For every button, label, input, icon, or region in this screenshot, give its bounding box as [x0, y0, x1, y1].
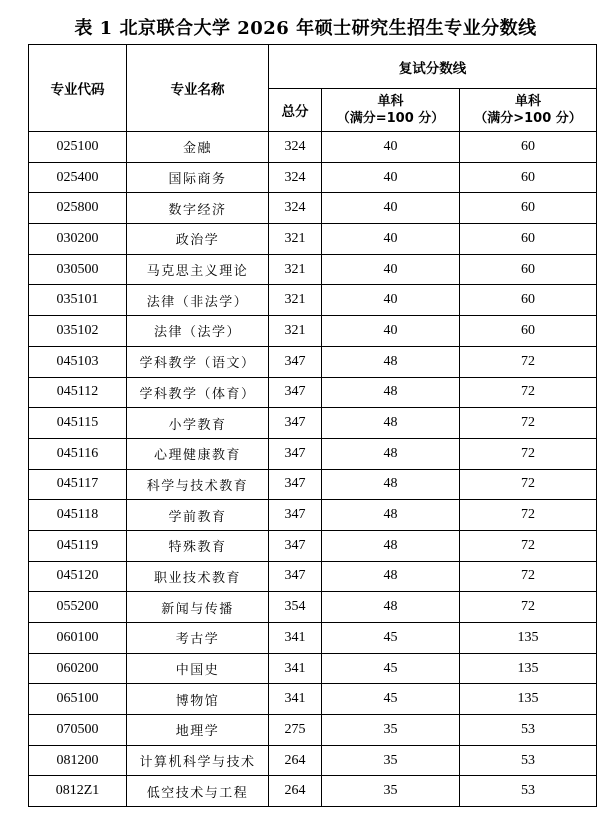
cell-code: 0812Z1: [29, 776, 127, 807]
cell-single-100: 48: [322, 530, 460, 561]
cell-single-100: 40: [322, 162, 460, 193]
cell-single-100: 45: [322, 684, 460, 715]
cell-code: 045119: [29, 530, 127, 561]
cell-single-over-100: 72: [460, 469, 597, 500]
cell-single-100: 48: [322, 469, 460, 500]
cell-code: 025100: [29, 132, 127, 163]
cell-total: 347: [269, 561, 322, 592]
cell-single-over-100: 135: [460, 623, 597, 654]
cell-name: 国际商务: [127, 162, 269, 193]
table-row: [29, 684, 597, 715]
cell-code: 045120: [29, 561, 127, 592]
table-body: [29, 132, 597, 807]
cell-single-100: 35: [322, 715, 460, 746]
cell-total: 341: [269, 684, 322, 715]
cell-code: 055200: [29, 592, 127, 623]
cell-single-over-100: 60: [460, 193, 597, 224]
cell-total: 275: [269, 715, 322, 746]
cell-code: 045103: [29, 346, 127, 377]
table-row: [29, 346, 597, 377]
cell-single-over-100: 72: [460, 561, 597, 592]
score-table: [28, 44, 597, 807]
cell-single-100: 35: [322, 745, 460, 776]
table-row: [29, 469, 597, 500]
cell-name: 政治学: [127, 224, 269, 255]
cell-total: 264: [269, 776, 322, 807]
table-row: [29, 285, 597, 316]
cell-single-over-100: 53: [460, 745, 597, 776]
cell-name: 马克思主义理论: [127, 254, 269, 285]
cell-code: 045115: [29, 408, 127, 439]
header-single-over-100: [460, 89, 597, 132]
cell-code: 030500: [29, 254, 127, 285]
cell-name: 特殊教育: [127, 530, 269, 561]
table-row: [29, 530, 597, 561]
table-row: [29, 653, 597, 684]
cell-single-100: 40: [322, 316, 460, 347]
cell-total: 324: [269, 162, 322, 193]
cell-single-over-100: 53: [460, 715, 597, 746]
header-name: 专业名称: [127, 45, 269, 132]
cell-total: 341: [269, 653, 322, 684]
header-single-100: [322, 89, 460, 132]
cell-total: 347: [269, 530, 322, 561]
table-row: [29, 715, 597, 746]
cell-single-100: 48: [322, 438, 460, 469]
header-single-100-line2: （满分=100 分）: [336, 111, 445, 126]
table-row: [29, 592, 597, 623]
cell-single-over-100: 60: [460, 162, 597, 193]
cell-name: 数字经济: [127, 193, 269, 224]
cell-code: 025400: [29, 162, 127, 193]
cell-single-over-100: 60: [460, 132, 597, 163]
cell-single-over-100: 72: [460, 408, 597, 439]
cell-single-over-100: 60: [460, 254, 597, 285]
cell-name: 中国史: [127, 653, 269, 684]
header-single-100-line1: 单科: [377, 94, 404, 109]
table-row: [29, 377, 597, 408]
cell-name: 学前教育: [127, 500, 269, 531]
table-row: [29, 224, 597, 255]
cell-code: 045117: [29, 469, 127, 500]
cell-name: 法律（非法学）: [127, 285, 269, 316]
cell-total: 324: [269, 193, 322, 224]
cell-single-100: 35: [322, 776, 460, 807]
cell-single-100: 48: [322, 561, 460, 592]
table-row: [29, 316, 597, 347]
cell-single-over-100: 72: [460, 438, 597, 469]
cell-single-100: 48: [322, 377, 460, 408]
cell-total: 324: [269, 132, 322, 163]
cell-name: 法律（法学）: [127, 316, 269, 347]
table-row: [29, 776, 597, 807]
table-row: [29, 162, 597, 193]
cell-single-over-100: 72: [460, 500, 597, 531]
cell-code: 045116: [29, 438, 127, 469]
cell-code: 045118: [29, 500, 127, 531]
cell-name: 科学与技术教育: [127, 469, 269, 500]
table-row: [29, 132, 597, 163]
cell-single-100: 40: [322, 254, 460, 285]
cell-single-100: 40: [322, 132, 460, 163]
cell-code: 060200: [29, 653, 127, 684]
table-row: [29, 561, 597, 592]
cell-total: 321: [269, 316, 322, 347]
cell-single-over-100: 72: [460, 346, 597, 377]
cell-name: 学科教学（体育）: [127, 377, 269, 408]
cell-single-over-100: 53: [460, 776, 597, 807]
cell-total: 347: [269, 438, 322, 469]
cell-code: 025800: [29, 193, 127, 224]
table-row: [29, 745, 597, 776]
cell-single-100: 45: [322, 623, 460, 654]
cell-single-over-100: 135: [460, 653, 597, 684]
table-row: [29, 623, 597, 654]
cell-single-100: 48: [322, 408, 460, 439]
cell-single-over-100: 60: [460, 285, 597, 316]
cell-name: 计算机科学与技术: [127, 745, 269, 776]
table-row: [29, 500, 597, 531]
header-retest-group: 复试分数线: [269, 45, 597, 89]
cell-name: 地理学: [127, 715, 269, 746]
cell-name: 学科教学（语文）: [127, 346, 269, 377]
cell-code: 030200: [29, 224, 127, 255]
cell-total: 264: [269, 745, 322, 776]
cell-name: 金融: [127, 132, 269, 163]
cell-single-over-100: 60: [460, 316, 597, 347]
cell-total: 321: [269, 285, 322, 316]
cell-name: 考古学: [127, 623, 269, 654]
cell-code: 035102: [29, 316, 127, 347]
table-title: 表 1 北京联合大学 2026 年硕士研究生招生专业分数线: [74, 18, 537, 39]
header-code: 专业代码: [29, 45, 127, 132]
cell-total: 347: [269, 408, 322, 439]
cell-total: 321: [269, 224, 322, 255]
cell-total: 347: [269, 469, 322, 500]
cell-name: 博物馆: [127, 684, 269, 715]
cell-code: 065100: [29, 684, 127, 715]
cell-single-100: 48: [322, 500, 460, 531]
cell-name: 小学教育: [127, 408, 269, 439]
cell-name: 新闻与传播: [127, 592, 269, 623]
cell-code: 070500: [29, 715, 127, 746]
cell-single-over-100: 72: [460, 377, 597, 408]
cell-single-over-100: 135: [460, 684, 597, 715]
table-header: [29, 45, 597, 132]
cell-total: 321: [269, 254, 322, 285]
cell-total: 347: [269, 500, 322, 531]
cell-name: 职业技术教育: [127, 561, 269, 592]
cell-single-over-100: 72: [460, 530, 597, 561]
cell-single-100: 48: [322, 346, 460, 377]
cell-name: 心理健康教育: [127, 438, 269, 469]
cell-single-100: 45: [322, 653, 460, 684]
cell-total: 341: [269, 623, 322, 654]
header-total: 总分: [269, 89, 322, 132]
cell-code: 045112: [29, 377, 127, 408]
header-single-over-100-line1: 单科: [515, 94, 542, 109]
table-row: [29, 438, 597, 469]
cell-single-over-100: 72: [460, 592, 597, 623]
cell-single-100: 40: [322, 285, 460, 316]
cell-name: 低空技术与工程: [127, 776, 269, 807]
cell-single-100: 40: [322, 193, 460, 224]
cell-total: 347: [269, 377, 322, 408]
cell-single-over-100: 60: [460, 224, 597, 255]
cell-code: 060100: [29, 623, 127, 654]
cell-total: 347: [269, 346, 322, 377]
table-row: [29, 193, 597, 224]
cell-total: 354: [269, 592, 322, 623]
cell-code: 081200: [29, 745, 127, 776]
cell-single-100: 48: [322, 592, 460, 623]
table-row: [29, 408, 597, 439]
header-single-over-100-line2: （满分>100 分）: [474, 111, 582, 126]
table-row: [29, 254, 597, 285]
cell-single-100: 40: [322, 224, 460, 255]
cell-code: 035101: [29, 285, 127, 316]
